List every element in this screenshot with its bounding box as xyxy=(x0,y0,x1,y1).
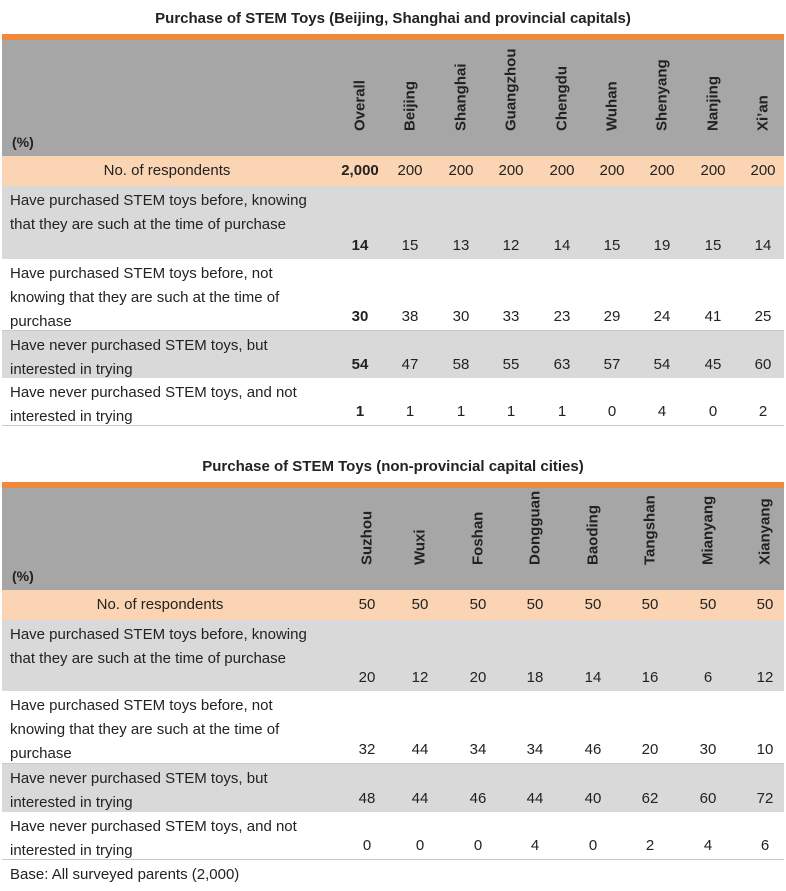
table-cell: 2 xyxy=(645,837,655,854)
table-cell: 14 xyxy=(351,237,369,254)
table-cell: 50 xyxy=(584,596,602,613)
table1-col-header: Guangzhou xyxy=(502,48,520,131)
row-label: Have never purchased STEM toys, but interested in trying xyxy=(10,337,268,378)
table-cell: 1 xyxy=(355,403,365,420)
table-cell: 30 xyxy=(699,741,717,758)
table2-header xyxy=(2,488,784,590)
table-row xyxy=(2,331,784,378)
table-cell: 58 xyxy=(452,356,470,373)
table-cell: 200 xyxy=(448,162,474,179)
table-cell: 34 xyxy=(526,741,544,758)
table-cell: 13 xyxy=(452,237,470,254)
table2-col-header: Suzhou xyxy=(358,510,376,565)
row-label: Have purchased STEM toys before, not knowing that they are such at the time of purchase xyxy=(10,265,280,330)
table-cell: 20 xyxy=(469,669,487,686)
table-cell: 50 xyxy=(411,596,429,613)
table-cell: 12 xyxy=(411,669,429,686)
table-cell: 63 xyxy=(553,356,571,373)
table1-col-header: Shanghai xyxy=(452,63,470,131)
table-cell: 200 xyxy=(397,162,423,179)
table-cell: 44 xyxy=(411,790,429,807)
table2-col-header: Xianyang xyxy=(756,498,774,565)
table-cell: 0 xyxy=(362,837,372,854)
table2-col-header: Wuxi xyxy=(411,529,429,565)
table-cell: 0 xyxy=(708,403,718,420)
table2-title: Purchase of STEM Toys (non-provincial capital cities) xyxy=(202,458,584,475)
table-row xyxy=(2,764,784,812)
table-cell: 14 xyxy=(754,237,772,254)
row-label: Have never purchased STEM toys, but interested in trying xyxy=(10,770,268,811)
table-cell: 30 xyxy=(452,308,470,325)
table-cell: 0 xyxy=(588,837,598,854)
table-cell: 2,000 xyxy=(341,162,379,179)
table-cell: 1 xyxy=(456,403,466,420)
table-cell: 14 xyxy=(584,669,602,686)
table-cell: 30 xyxy=(351,308,369,325)
table-cell: 0 xyxy=(415,837,425,854)
table-cell: 50 xyxy=(469,596,487,613)
table2-respondents-row xyxy=(2,590,784,620)
table1-col-header: Beijing xyxy=(401,80,419,131)
table-cell: 40 xyxy=(584,790,602,807)
table2-col-header: Tangshan xyxy=(641,495,659,565)
table-cell: 46 xyxy=(469,790,487,807)
table-cell: 2 xyxy=(758,403,768,420)
table-cell: 200 xyxy=(599,162,625,179)
table-cell: 6 xyxy=(703,669,713,686)
table1-col-header: Shenyang xyxy=(653,59,671,131)
table-cell: 38 xyxy=(401,308,419,325)
table-cell: 15 xyxy=(401,237,419,254)
table1-col-header: Chengdu xyxy=(553,66,571,131)
table-row xyxy=(2,378,784,426)
table2-col-header: Foshan xyxy=(469,511,487,565)
table2-col-header: Dongguan xyxy=(526,490,544,565)
table-row xyxy=(2,691,784,764)
table-cell: 6 xyxy=(760,837,770,854)
table-cell: 20 xyxy=(358,669,376,686)
table-cell: 15 xyxy=(603,237,621,254)
table-cell: 200 xyxy=(549,162,575,179)
table-row xyxy=(2,812,784,860)
table-cell: 32 xyxy=(358,741,376,758)
table-cell: 200 xyxy=(498,162,524,179)
table-cell: 47 xyxy=(401,356,419,373)
table-cell: 1 xyxy=(557,403,567,420)
table-cell: 18 xyxy=(526,669,544,686)
table1-col-header: Xi’an xyxy=(754,95,772,131)
table-cell: 19 xyxy=(653,237,671,254)
table-cell: 4 xyxy=(703,837,713,854)
table-cell: 200 xyxy=(649,162,675,179)
respondents-label: No. of respondents xyxy=(103,162,231,179)
table1-unit: (%) xyxy=(12,134,34,150)
table-cell: 200 xyxy=(750,162,776,179)
table-cell: 1 xyxy=(405,403,415,420)
table1-header xyxy=(2,40,784,156)
table-cell: 16 xyxy=(641,669,659,686)
table1-col-header: Overall xyxy=(351,80,369,131)
table-cell: 33 xyxy=(502,308,520,325)
table2-col-header: Baoding xyxy=(584,505,602,565)
table-cell: 14 xyxy=(553,237,571,254)
table-cell: 57 xyxy=(603,356,621,373)
table-row xyxy=(2,259,784,331)
table-cell: 0 xyxy=(473,837,483,854)
table-cell: 55 xyxy=(502,356,520,373)
table-cell: 45 xyxy=(704,356,722,373)
table-cell: 50 xyxy=(756,596,774,613)
table-cell: 1 xyxy=(506,403,516,420)
row-label: Have never purchased STEM toys, and not interested in trying xyxy=(10,384,297,425)
table2-unit: (%) xyxy=(12,568,34,584)
table-cell: 50 xyxy=(526,596,544,613)
row-label: Have never purchased STEM toys, and not interested in trying xyxy=(10,818,297,859)
table-cell: 54 xyxy=(653,356,671,373)
table-cell: 4 xyxy=(657,403,667,420)
table-cell: 60 xyxy=(699,790,717,807)
table1-col-header: Nanjing xyxy=(704,76,722,131)
table-cell: 12 xyxy=(756,669,774,686)
table1-respondents-row xyxy=(2,156,784,186)
table-cell: 44 xyxy=(526,790,544,807)
row-label: Have purchased STEM toys before, not knowing that they are such at the time of purchase xyxy=(10,697,280,762)
table-cell: 48 xyxy=(358,790,376,807)
footnote: Base: All surveyed parents (2,000) xyxy=(10,866,240,883)
table-cell: 50 xyxy=(699,596,717,613)
table-cell: 24 xyxy=(653,308,671,325)
row-label: Have purchased STEM toys before, knowing that they are such at the time of purchase xyxy=(10,626,307,667)
table-cell: 34 xyxy=(469,741,487,758)
table-cell: 46 xyxy=(584,741,602,758)
table-cell: 15 xyxy=(704,237,722,254)
table1-col-header: Wuhan xyxy=(603,81,621,131)
table-cell: 12 xyxy=(502,237,520,254)
respondents-label: No. of respondents xyxy=(96,596,224,613)
table-cell: 44 xyxy=(411,741,429,758)
table-cell: 25 xyxy=(754,308,772,325)
table-cell: 10 xyxy=(756,741,774,758)
table-cell: 72 xyxy=(756,790,774,807)
table-cell: 60 xyxy=(754,356,772,373)
row-label: Have purchased STEM toys before, knowing that they are such at the time of purchase xyxy=(10,192,307,233)
table-cell: 23 xyxy=(553,308,571,325)
table-cell: 54 xyxy=(351,356,369,373)
table-cell: 50 xyxy=(358,596,376,613)
table-row xyxy=(2,186,784,259)
table2-col-header: Mianyang xyxy=(699,495,717,565)
table-cell: 4 xyxy=(530,837,540,854)
table-cell: 41 xyxy=(704,308,722,325)
table1-title: Purchase of STEM Toys (Beijing, Shanghai and provincial capitals) xyxy=(155,10,631,27)
table-cell: 29 xyxy=(603,308,621,325)
table-cell: 62 xyxy=(641,790,659,807)
table-row xyxy=(2,620,784,691)
table-cell: 0 xyxy=(607,403,617,420)
table-cell: 50 xyxy=(641,596,659,613)
table-cell: 200 xyxy=(700,162,726,179)
table-cell: 20 xyxy=(641,741,659,758)
